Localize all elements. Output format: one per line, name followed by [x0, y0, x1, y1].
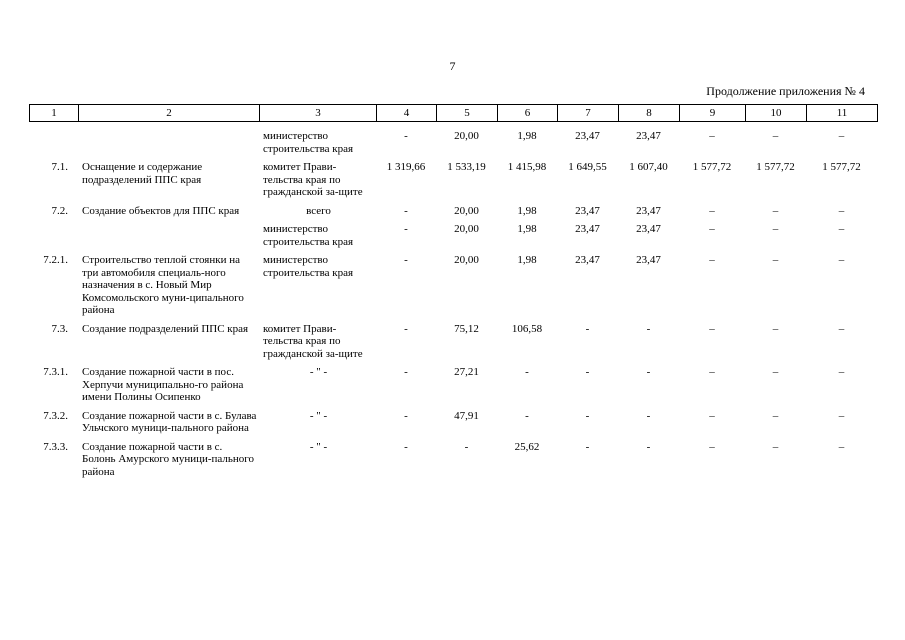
value-cell-v4: - [404, 223, 408, 235]
value-cell-v10: – [772, 322, 779, 335]
value-cell-v9: 1 577,72 [692, 161, 732, 173]
value-cell-v11: – [838, 254, 845, 266]
value-cell-v11: – [838, 409, 845, 422]
value-cell-v11: – [838, 440, 845, 453]
row-name: Создание подразделений ППС края [82, 322, 249, 335]
value-cell-v4: - [404, 254, 408, 266]
value-cell-v8: 23,47 [636, 204, 661, 217]
table-row [29, 254, 877, 323]
value-cell-v7: 23,47 [575, 254, 600, 266]
column-header: 5 [437, 105, 498, 122]
row-name [78, 130, 259, 161]
column-header: 1 [30, 105, 79, 122]
value-cell-v8: 23,47 [636, 223, 661, 235]
value-cell-v11: – [838, 204, 845, 217]
value-cell-v9: – [709, 366, 715, 378]
table-row [29, 130, 877, 161]
row-number: 7.2.1. [43, 254, 68, 266]
header-row [30, 105, 878, 122]
value-cell-v8: 23,47 [636, 254, 661, 266]
column-header: 6 [498, 105, 558, 122]
value-cell-v11: – [838, 366, 845, 378]
value-cell-v8: - [646, 409, 651, 422]
table-row [29, 441, 877, 485]
value-cell-v4: - [404, 322, 408, 335]
table-row [29, 410, 877, 441]
value-cell-v9: – [709, 254, 715, 266]
row-name: Оснащение и содержание подразделений ППС края [82, 161, 203, 186]
value-cell-v8: - [646, 440, 651, 453]
value-cell-v8: 1 607,40 [629, 161, 668, 173]
row-executor: министерство строительства края [263, 223, 354, 248]
table-body [29, 130, 877, 484]
row-number: 7.3. [51, 322, 68, 335]
value-cell-v4: - [404, 409, 408, 422]
value-cell-v5: 75,12 [454, 322, 479, 335]
row-executor: министерство строительства края [263, 130, 354, 155]
value-cell-v7: - [585, 440, 590, 453]
value-cell-v8: 23,47 [636, 130, 661, 142]
value-cell-v10: – [772, 409, 779, 422]
value-cell-v8: - [646, 366, 651, 378]
value-cell-v5: 20,00 [454, 254, 479, 266]
value-cell-v9: – [709, 130, 715, 142]
value-cell-v7: 23,47 [575, 204, 600, 217]
value-cell-v7: 23,47 [575, 223, 600, 235]
row-executor: министерство строительства края [263, 254, 354, 279]
value-cell-v6: 25,62 [514, 440, 540, 453]
value-cell-v6: 1,98 [517, 204, 537, 217]
table-row [29, 205, 877, 224]
row-executor: комитет Прави-тельства края по гражданской за-щите [263, 322, 363, 360]
row-name [78, 223, 259, 254]
value-cell-v7: - [585, 409, 590, 422]
value-cell-v10: – [772, 254, 779, 266]
column-header: 2 [79, 105, 260, 122]
row-name: Создание пожарной части в пос. Херпучи муниципально-го района имени Полины Осипенко [82, 366, 244, 403]
table-row [29, 161, 877, 205]
value-cell-v7: - [585, 366, 590, 378]
column-header: 7 [558, 105, 619, 122]
value-cell-v7: 1 649,55 [568, 161, 607, 173]
row-number [29, 223, 78, 254]
value-cell-v6: - [525, 366, 529, 378]
value-cell-v5: 20,00 [454, 223, 479, 235]
value-cell-v7: 23,47 [575, 130, 600, 142]
value-cell-v10: – [772, 366, 779, 378]
value-cell-v11: – [838, 322, 845, 335]
row-executor: - " - [309, 440, 328, 453]
value-cell-v11: 1 577,72 [822, 161, 861, 173]
column-header-table [29, 104, 878, 122]
table-row [29, 366, 877, 410]
column-header: 11 [807, 105, 878, 122]
value-cell-v6: 1,98 [517, 223, 537, 235]
row-number: 7.2. [51, 204, 68, 217]
value-cell-v4: 1 319,66 [386, 161, 426, 173]
row-executor: комитет Прави-тельства края по гражданской за-щите [263, 161, 363, 198]
value-cell-v6: 1,98 [517, 130, 537, 142]
value-cell-v9: – [709, 322, 715, 335]
value-cell-v4: - [404, 366, 408, 378]
column-header: 9 [680, 105, 746, 122]
row-name: Создание пожарной части в с. Болонь Амурского муници-пального района [82, 440, 255, 478]
value-cell-v10: – [772, 130, 779, 142]
table-row [29, 223, 877, 254]
row-number: 7.3.2. [43, 409, 68, 422]
value-cell-v11: – [838, 130, 845, 142]
value-cell-v9: – [709, 204, 715, 217]
value-cell-v10: – [772, 204, 779, 217]
value-cell-v6: 106,58 [511, 322, 543, 335]
value-cell-v9: – [709, 223, 715, 235]
row-executor: всего [306, 204, 331, 217]
row-number: 7.3.3. [43, 440, 68, 453]
value-cell-v7: - [585, 322, 590, 335]
value-cell-v10: – [772, 223, 779, 235]
appendix-note: Продолжение приложения № 4 [706, 84, 865, 98]
value-cell-v5: 1 533,19 [447, 161, 486, 173]
value-cell-v10: 1 577,72 [756, 161, 795, 173]
value-cell-v5: - [464, 440, 469, 453]
column-header: 3 [260, 105, 377, 122]
row-name: Создание объектов для ППС края [82, 204, 240, 217]
value-cell-v6: 1 415,98 [507, 161, 547, 173]
value-cell-v5: 27,21 [454, 366, 479, 378]
value-cell-v5: 20,00 [454, 130, 479, 142]
data-table [29, 130, 877, 484]
value-cell-v10: – [772, 440, 779, 453]
value-cell-v5: 20,00 [454, 204, 479, 217]
value-cell-v6: 1,98 [517, 254, 537, 266]
column-header: 4 [377, 105, 437, 122]
column-header: 10 [746, 105, 807, 122]
value-cell-v6: - [525, 409, 529, 422]
value-cell-v9: – [709, 409, 715, 422]
value-cell-v4: - [404, 440, 408, 453]
row-executor: - " - [309, 409, 328, 422]
value-cell-v9: – [709, 440, 715, 453]
value-cell-v8: - [646, 322, 651, 335]
row-number [29, 130, 78, 161]
value-cell-v4: - [404, 130, 408, 142]
value-cell-v4: - [404, 204, 408, 217]
row-executor: - " - [309, 366, 328, 378]
page-number: 7 [449, 59, 456, 73]
table-row [29, 323, 877, 367]
value-cell-v5: 47,91 [454, 409, 479, 422]
row-number: 7.3.1. [43, 366, 68, 378]
row-name: Создание пожарной части в с. Булава Ульчского муници-пального района [82, 409, 257, 434]
value-cell-v11: – [838, 223, 845, 235]
column-header: 8 [619, 105, 680, 122]
row-number: 7.1. [51, 161, 68, 173]
row-name: Строительство теплой стоянки на три автомобиля специаль-ного назначения в с. Новый Мир Комсомольского муни-ципального района [82, 254, 244, 316]
